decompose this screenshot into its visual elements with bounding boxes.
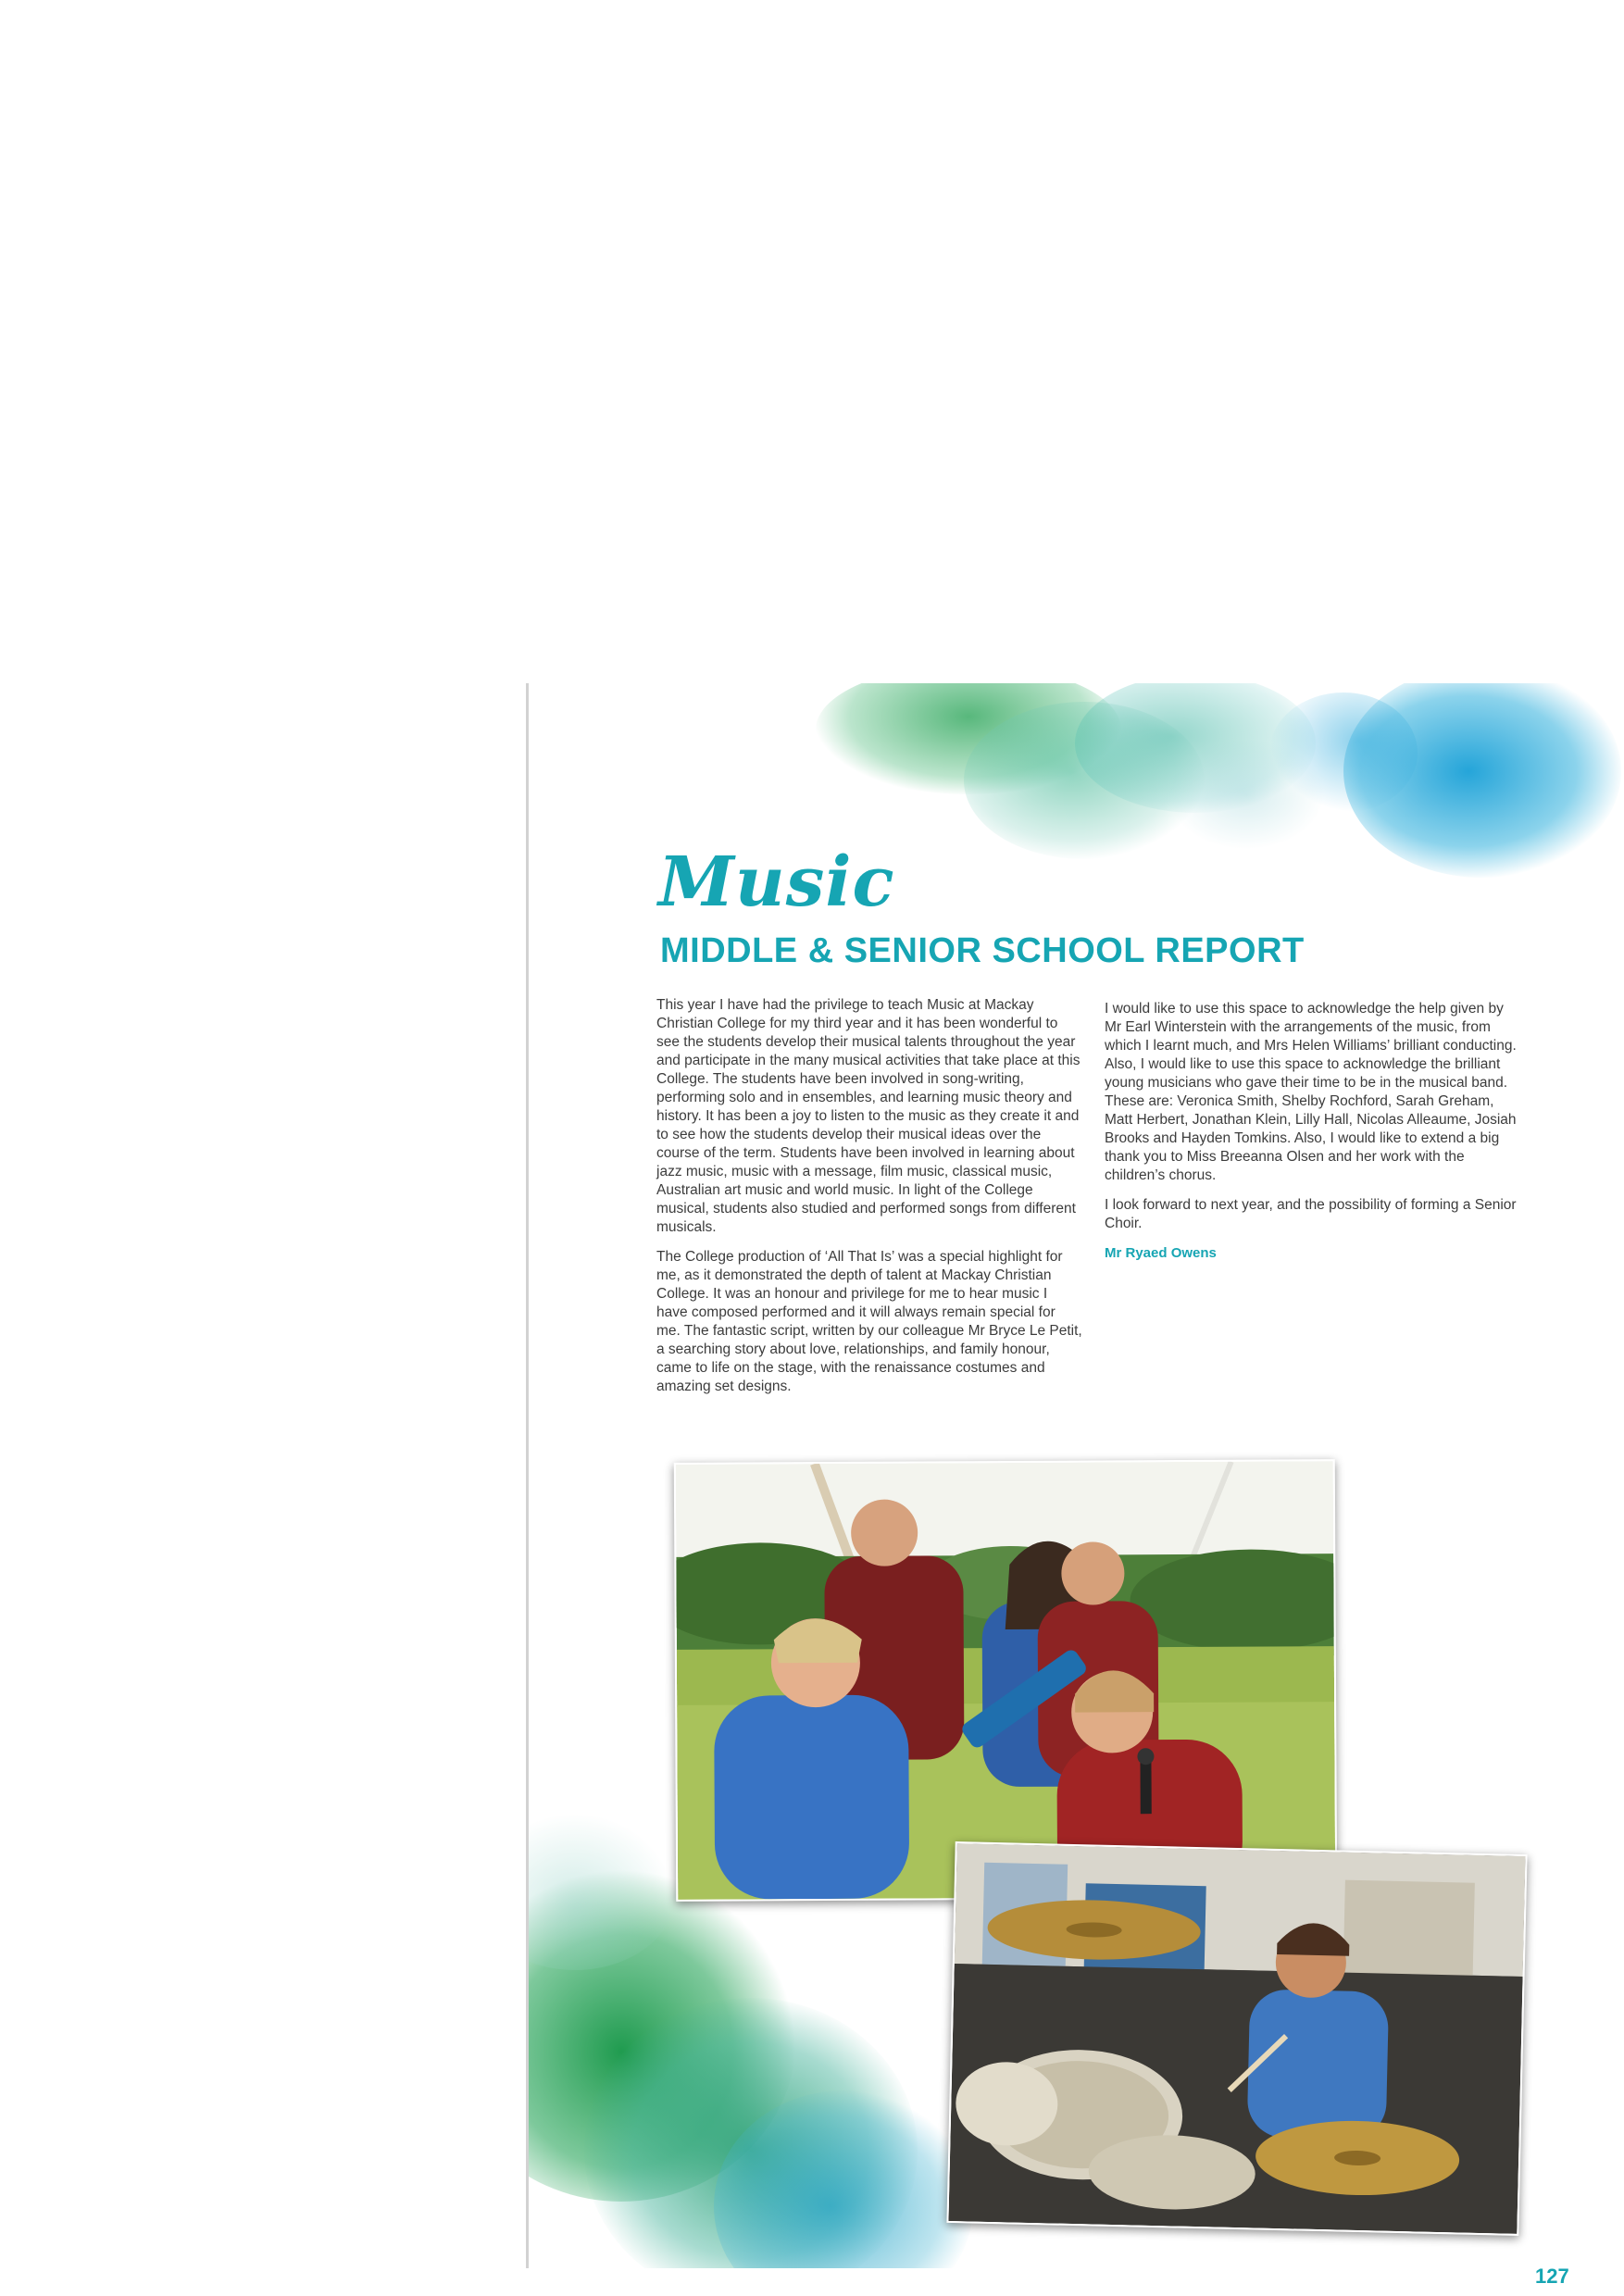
right-paragraph-2: I look forward to next year, and the possibility of forming a Senior Choir. [1105,1197,1517,1231]
article-subtitle: MIDDLE & SENIOR SCHOOL REPORT [660,931,1305,970]
right-paragraph-1: I would like to use this space to acknowledge the help given by Mr Earl Winterstein with the arrangements of the music, from which I learnt much, and Mrs Helen Williams’ brilliant conducting. Also, I would like to use this space to acknowledge the brilliant young musicians who gave their time to be in the musical band. These are: Veronica Smith, Shelby Rochford, Sarah Greham, Matt Herbert, Jonathan Klein, Lilly Hall, Nicolas Alleaume, Josiah Brooks and Hayden Tomkins. Also, I would like to extend a big thank you to Miss Breeanna Olsen and her work with the children’s chorus. [1105,1001,1517,1183]
left-paragraph-2: The College production of ‘All That Is’ was a special highlight for me, as it demonstrated the depth of talent at Mackay Christian College. It was an honour and privilege for me to hear music I have composed performed and it will always remain special for me. The fantastic script, written by our colleague Mr Bryce Le Petit, a searching story about love, relationships, and family honour, came to life on the stage, with the renaissance costumes and amazing set designs. [656,1249,1082,1394]
photo-drummer-image [948,1843,1525,2234]
left-paragraph-1: This year I have had the privilege to teach Music at Mackay Christian College for my third year and it has been wonderful to see the students develop their musical talents throughout the year and participate in the many musical activities that take place at this College. The students have been involved in song-writing, performing solo and in ensembles, and learning music theory and history. It has been a joy to listen to the music as they create it and to see how the students develop their musical ideas over the course of the term. Students have been involved in learning about jazz music, music with a message, film music, classical music, Australian art music and world music. In light of the College musical, students also studied and performed songs from different musicals. [656,997,1081,1235]
photo-drummer [946,1841,1527,2236]
photo-students-outdoors-image [676,1461,1335,1900]
yearbook-page [526,683,1624,2268]
author-signature: Mr Ryaed Owens [1105,1245,1217,1261]
article-title: Music [658,842,895,922]
page-number: 127 [1535,2265,1569,2288]
left-column [656,996,1082,1407]
photo-students-outdoors [674,1459,1337,1902]
right-column [1105,1000,1519,1274]
